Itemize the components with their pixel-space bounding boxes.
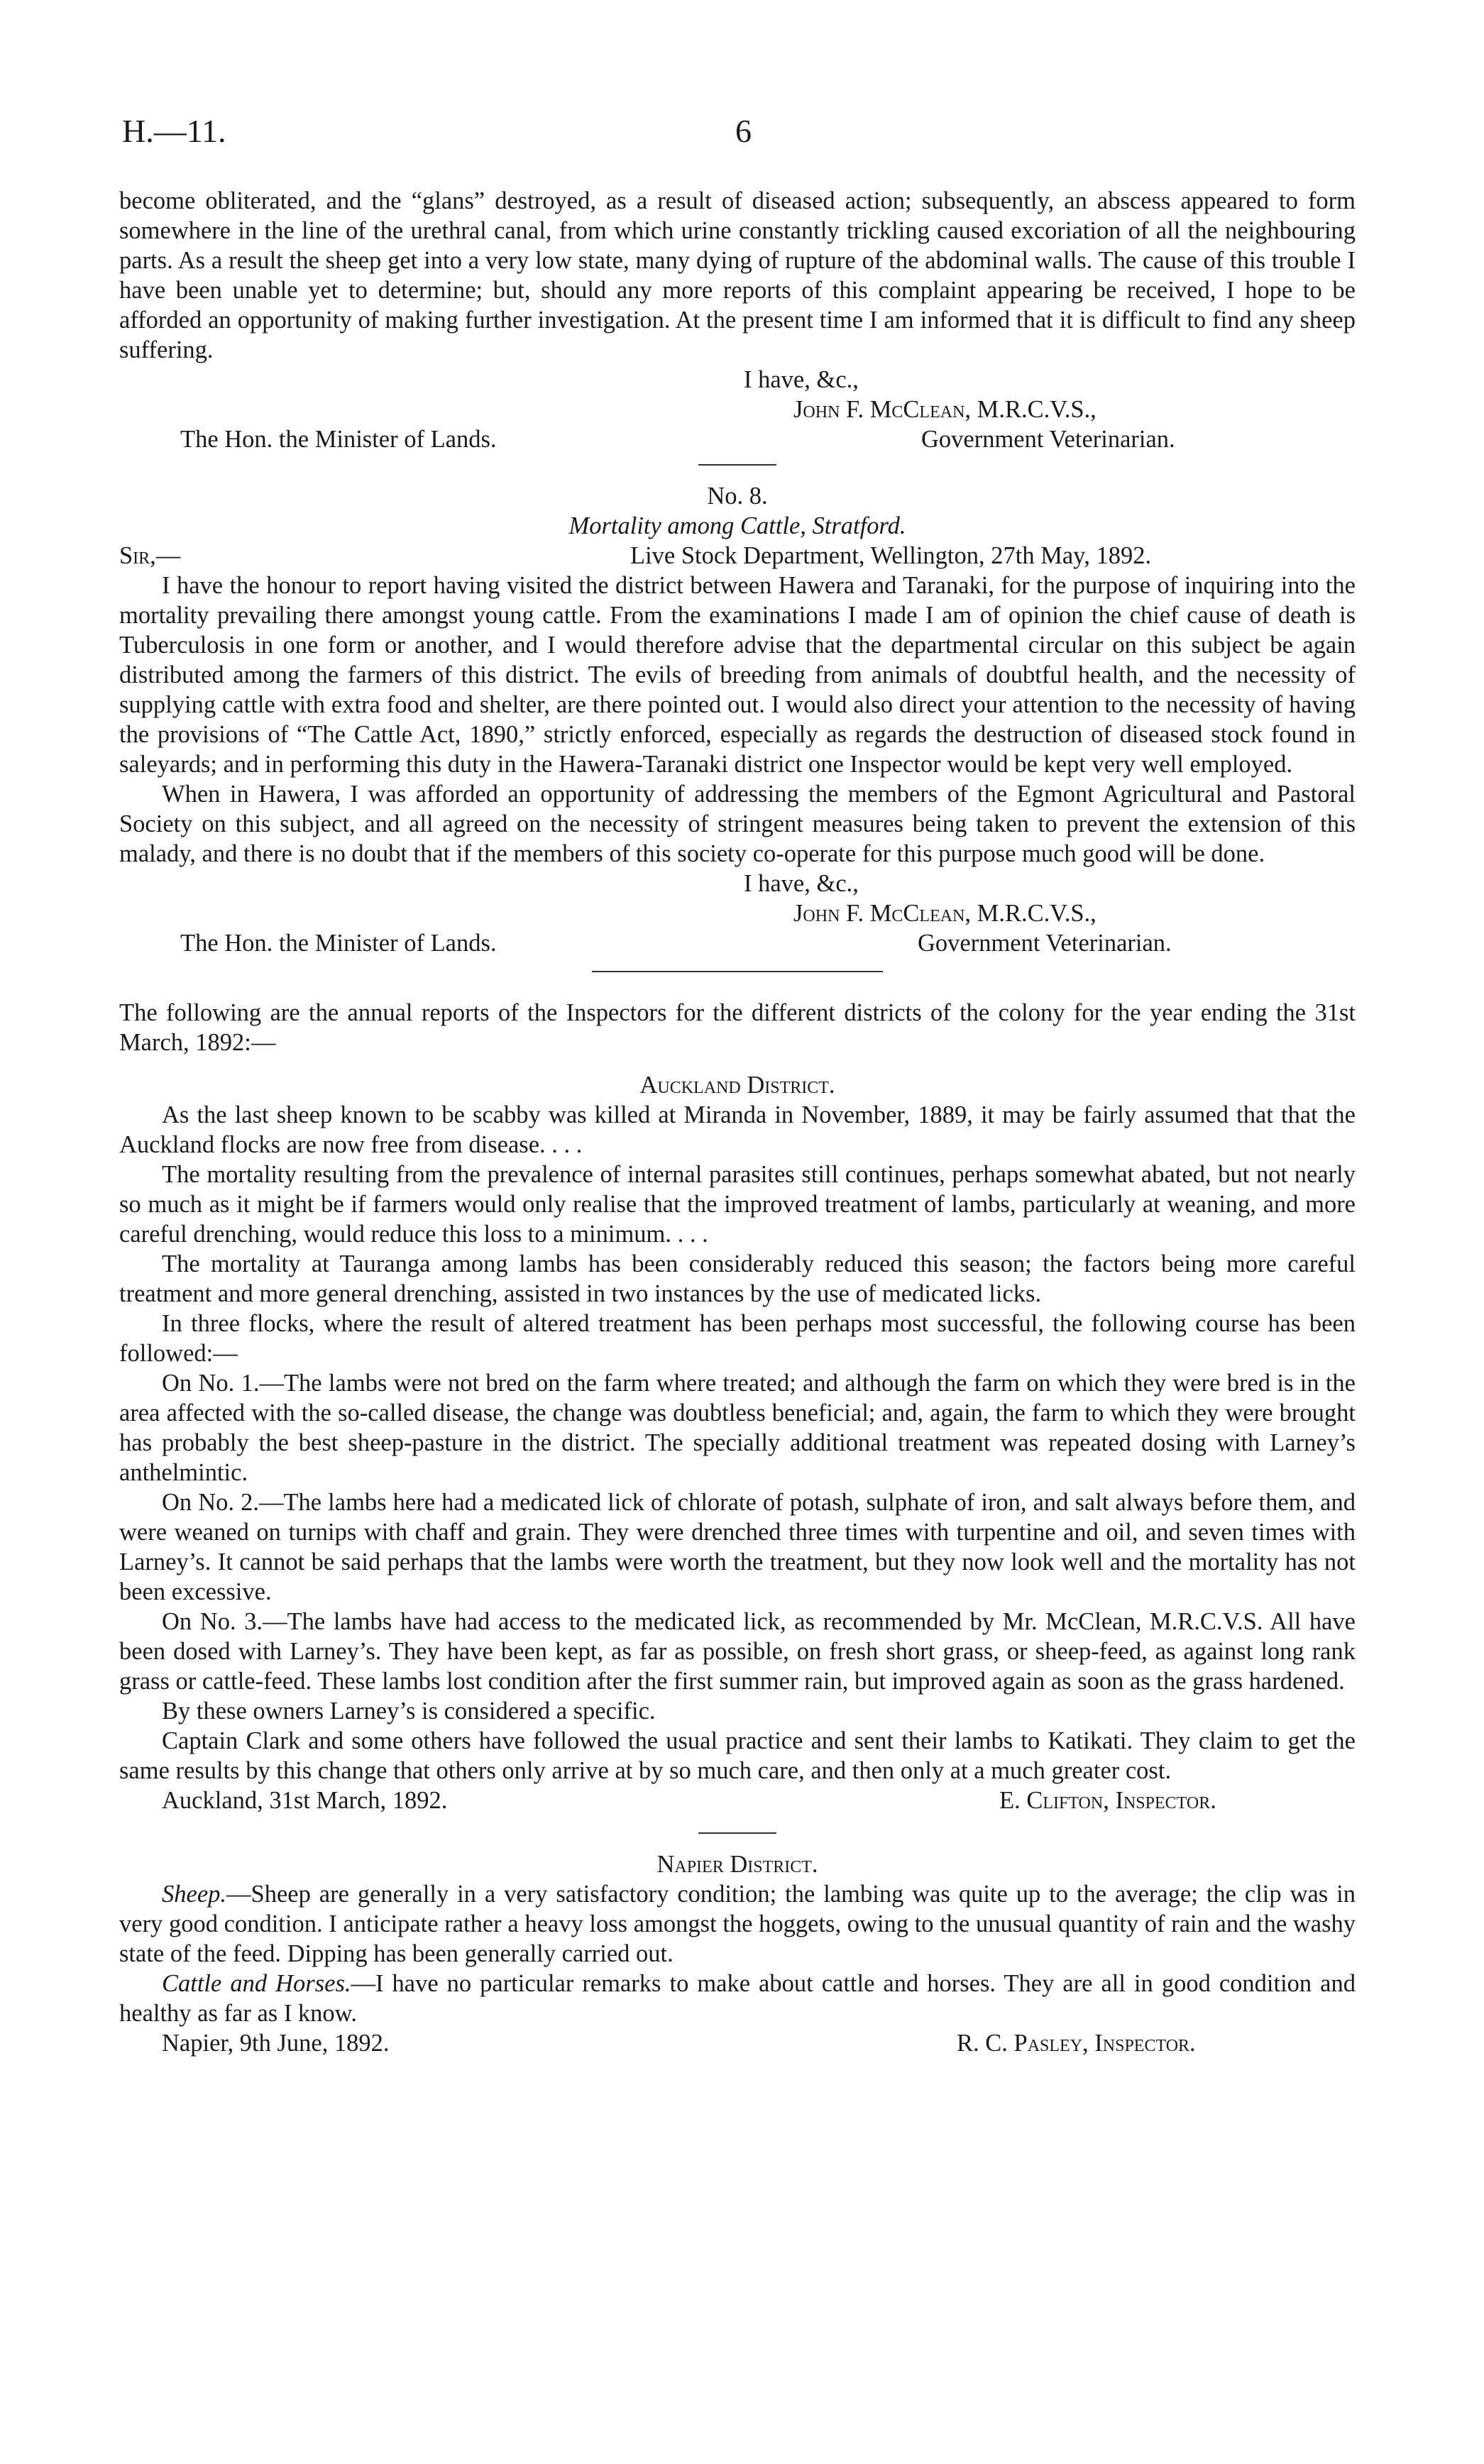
addressee-line: [119, 424, 1356, 454]
letter-title: Mortality among Cattle, Stratford.: [568, 512, 906, 539]
sheep-label: Sheep.: [162, 1881, 227, 1908]
addressee: The Hon. the Minister of Lands.: [180, 930, 497, 957]
report-paragraph: As the last sheep known to be scabby was killed at Miranda in November, 1889, it may be fairly assumed that that the Auckland flocks are now free from disease. . . .: [119, 1101, 1356, 1158]
section-divider: [698, 1832, 776, 1834]
inspector-signature: E. Clifton, Inspector.: [999, 1787, 1216, 1814]
signer-name: John F. McClean, M.R.C.V.S.,: [793, 396, 1096, 423]
napier-section: [119, 1849, 1356, 2058]
letter-paragraph: I have the honour to report having visited the district between Hawera and Taranaki, for the purpose of inquiring into the mortality prevailing there amongst young cattle. From the examinations I made I am of opinion the chief cause of death is Tuberculosis in one form or another, and I would therefore advise that the departmental circular on this subject be again distributed among the farmers of this district. The evils of breeding from animals of doubtful health, and the necessity of supplying cattle with extra food and shelter, are there pointed out. I would also direct your attention to the necessity of having the provisions of “The Cattle Act, 1890,” strictly enforced, especially as regards the destruction of diseased stock found in saleyards; and in performing this duty in the Hawera-Taranaki district one Inspector would be kept very well employed.: [119, 572, 1356, 778]
sheep-paragraph: [119, 1879, 1356, 1969]
report-paragraph: The mortality resulting from the prevalence of internal parasites still continues, perhaps somewhat abated, but not nearly so much as it might be if farmers would only realise that the improved treatment of lambs, particularly at weaning, and more careful drenching, would reduce this loss to a minimum. . . .: [119, 1161, 1356, 1248]
page-number: 6: [735, 113, 752, 149]
section-divider: [698, 464, 776, 466]
signature-line: [119, 395, 1356, 424]
section-divider-wide: [592, 971, 883, 972]
report-paragraph: In three flocks, where the result of altered treatment has been perhaps most successful, the following course has been followed:—: [119, 1310, 1356, 1367]
signer-title: Government Veterinarian.: [918, 930, 1172, 957]
continuation-paragraph: become obliterated, and the “glans” destroyed, as a result of diseased action; subsequently, an abscess appeared to form somewhere in the line of the urethral canal, from which urine constantly trickling caused excoriation of all the neighbouring parts. As a result the sheep get into a very low state, many dying of rupture of the abdominal walls. The cause of this trouble I have been unable yet to determine; but, should any more reports of this complaint appearing be received, I hope to be afforded an opportunity of making further investigation. At the present time I am informed that it is difficult to find any sheep suffering.: [119, 187, 1356, 363]
auckland-section: [119, 1070, 1356, 1815]
signer-name: John F. McClean, M.R.C.V.S.,: [793, 900, 1096, 927]
report-paragraph: On No. 3.—The lambs have had access to the medicated lick, as recommended by Mr. McClean, M.R.C.V.S. All have been dosed with Larney’s. They have been kept, as far as possible, on fresh short grass, or sheep-feed, as against long rank grass or cattle-feed. These lambs lost condition after the first summer rain, but improved again as soon as the grass hardened.: [119, 1608, 1356, 1695]
cattle-text: —I have no particular remarks to make about cattle and horses. They are all in good condition and healthy as far as I know.: [119, 1970, 1356, 2027]
salutation: Sir,—: [119, 542, 181, 569]
continuation-section: [119, 186, 1356, 454]
addressee: The Hon. the Minister of Lands.: [180, 426, 497, 453]
place-date: Napier, 9th June, 1892.: [162, 2030, 390, 2057]
report-paragraph: On No. 2.—The lambs here had a medicated lick of chlorate of potash, sulphate of iron, and salt always before them, and were weaned on turnips with chaff and grain. They were drenched three times with turpentine and oil, and seven times with Larney’s. It cannot be said perhaps that the lambs were worth the treatment, but they now look well and the mortality has not been excessive.: [119, 1489, 1356, 1605]
signer-title: Government Veterinarian.: [921, 426, 1175, 453]
document-page: [119, 0, 1356, 2464]
sheep-text: —Sheep are generally in a very satisfactory condition; the lambing was quite up to the average; the clip was in very good condition. I anticipate rather a heavy loss amongst the hoggets, owing to the unusual quantity of rain and the washy state of the feed. Dipping has been generally carried out.: [119, 1881, 1356, 1967]
report-reference: H.—11.: [122, 113, 226, 149]
report-paragraph: By these owners Larney’s is considered a specific.: [162, 1698, 656, 1725]
signature-line: [119, 898, 1356, 928]
closing: I have, &c.,: [744, 366, 859, 393]
district-heading: Napier District.: [656, 1851, 818, 1878]
dateline: Live Stock Department, Wellington, 27th May, 1892.: [630, 542, 1152, 569]
salutation-line: [119, 541, 1356, 571]
addressee-line: [119, 928, 1356, 958]
closing: I have, &c.,: [744, 870, 859, 897]
place-date-line: [119, 1786, 1356, 1815]
closing-line: [119, 869, 1356, 898]
letter-paragraph: When in Hawera, I was afforded an opportunity of addressing the members of the Egmont Agricultural and Pastoral Society on this subject, and all agreed on the necessity of stringent measures being taken to prevent the extension of this malady, and there is no doubt that if the members of this society co-operate for this purpose much good will be done.: [119, 781, 1356, 867]
place-date-line: [119, 2028, 1356, 2058]
page-body: [119, 186, 1356, 2058]
district-heading: Auckland District.: [639, 1072, 835, 1099]
place-date: Auckland, 31st March, 1892.: [162, 1787, 448, 1814]
report-paragraph: The mortality at Tauranga among lambs has been considerably reduced this season; the factors being more careful treatment and more general drenching, assisted in two instances by the use of medicated licks.: [119, 1250, 1356, 1307]
cattle-paragraph: [119, 1969, 1356, 2028]
intro-paragraph: The following are the annual reports of the Inspectors for the different districts of the colony for the year ending the 31st March, 1892:—: [119, 999, 1356, 1056]
closing-line: [119, 365, 1356, 395]
inspector-signature: R. C. Pasley, Inspector.: [957, 2030, 1196, 2057]
cattle-label: Cattle and Horses.: [162, 1970, 351, 1997]
letter-number: No. 8.: [707, 483, 768, 510]
no8-section: [119, 481, 1356, 958]
report-paragraph: On No. 1.—The lambs were not bred on the farm where treated; and although the farm on which they were bred is in the area affected with the so-called disease, the change was doubtless beneficial; and, again, the farm to which they were brought has probably the best sheep-pasture in the district. The specially additional treatment was repeated dosing with Larney’s anthelmintic.: [119, 1370, 1356, 1486]
report-paragraph: Captain Clark and some others have followed the usual practice and sent their lambs to Katikati. They claim to get the same results by this change that others only arrive at by so much care, and then only at a much greater cost.: [119, 1727, 1356, 1784]
